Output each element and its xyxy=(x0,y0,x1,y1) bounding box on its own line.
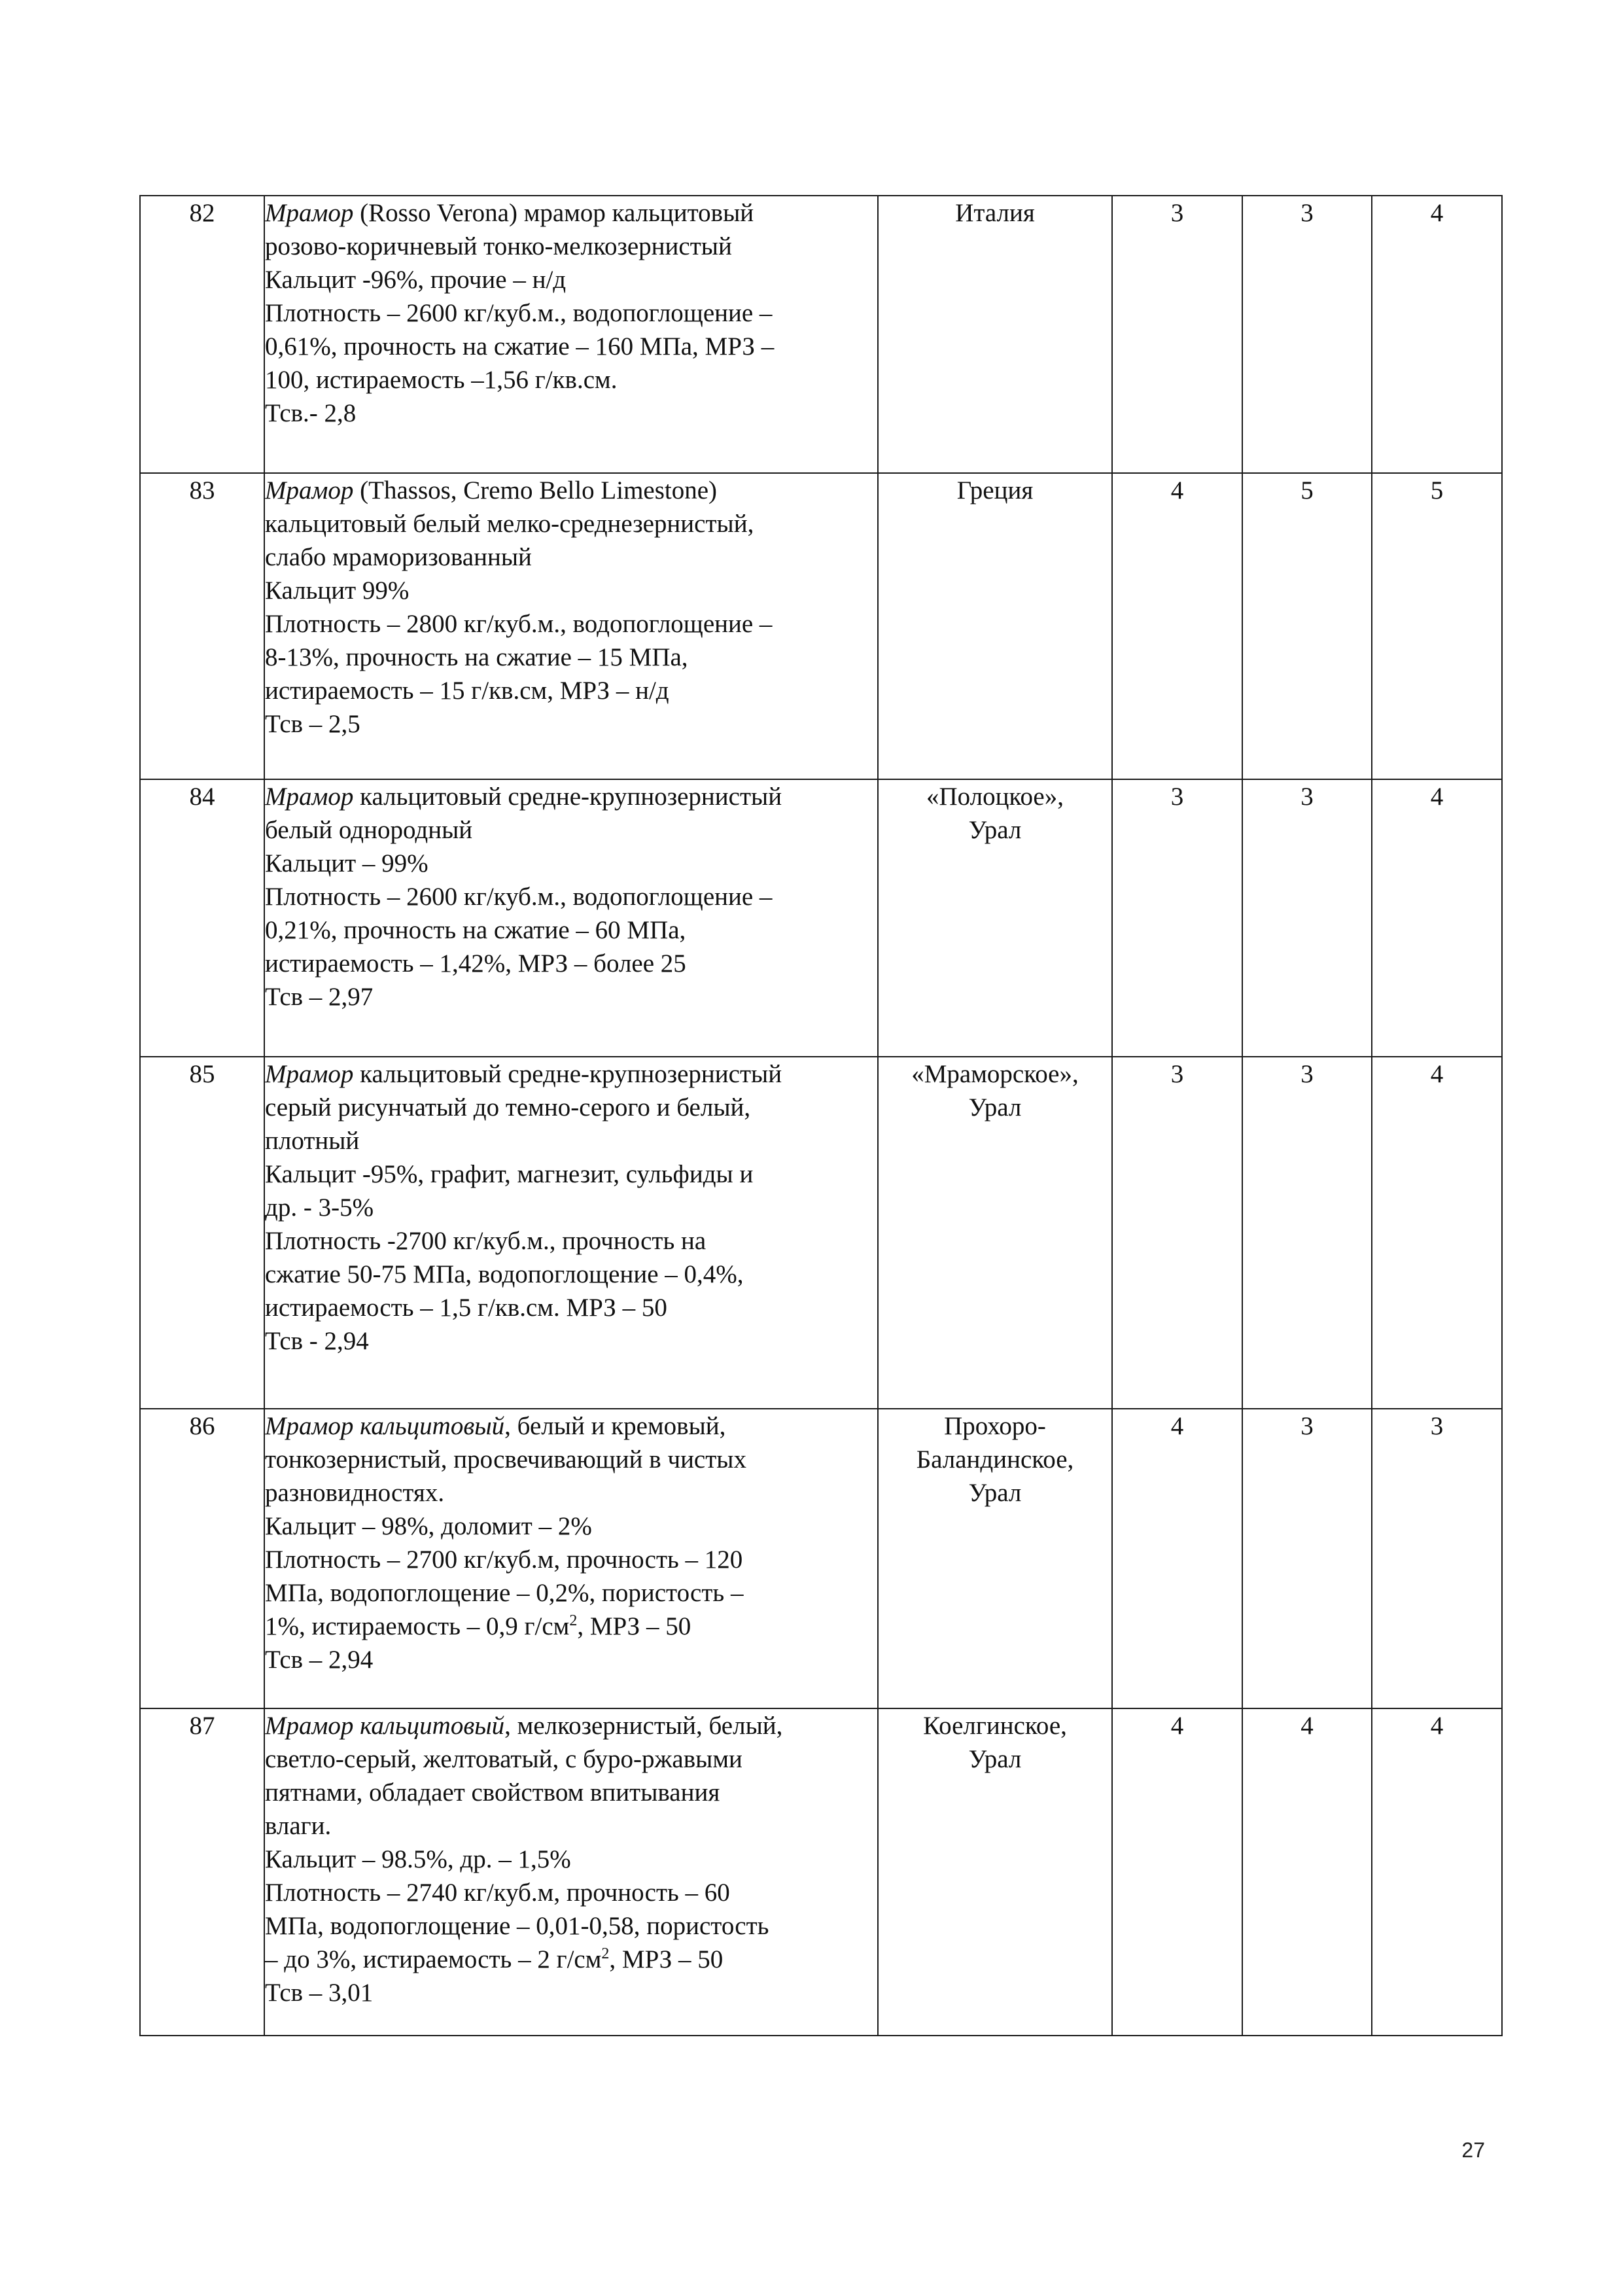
score-2: 4 xyxy=(1242,1708,1372,2036)
score-2: 3 xyxy=(1242,1409,1372,1708)
material-description: Мрамор кальцитовый средне-крупнозернистый белый однородный Кальцит – 99% Плотность – 2600 кг/куб.м., водопоглощение – 0,21%, прочность на сжатие – 60 МПа, истираемость – 1,42%, МРЗ – более 25 Тсв – 2,97 xyxy=(264,779,878,1057)
score-2: 3 xyxy=(1242,1057,1372,1409)
score-1: 3 xyxy=(1112,196,1242,473)
row-number: 87 xyxy=(140,1708,264,2036)
row-number: 85 xyxy=(140,1057,264,1409)
material-description: Мрамор (Thassos, Cremo Bello Limestone) кальцитовый белый мелко-среднезернистый, слабо мраморизованный Кальцит 99% Плотность – 2800 кг/куб.м., водопоглощение – 8-13%, прочность на сжатие – 15 МПа, истираемость – 15 г/кв.см, МРЗ – н/д Тсв – 2,5 xyxy=(264,473,878,779)
row-number: 82 xyxy=(140,196,264,473)
table-row xyxy=(140,779,1502,1057)
material-description: Мрамор (Rosso Verona) мрамор кальцитовый розово-коричневый тонко-мелкозернистый Кальцит -96%, прочие – н/д Плотность – 2600 кг/куб.м., водопоглощение – 0,61%, прочность на сжатие – 160 МПа, МРЗ – 100, истираемость –1,56 г/кв.см. Тсв.- 2,8 xyxy=(264,196,878,473)
material-name: Мрамор xyxy=(265,1060,354,1088)
score-1: 4 xyxy=(1112,473,1242,779)
score-1: 3 xyxy=(1112,779,1242,1057)
row-number: 84 xyxy=(140,779,264,1057)
page-number: 27 xyxy=(1461,2138,1485,2162)
material-name: Мрамор xyxy=(265,199,354,227)
table-row xyxy=(140,1409,1502,1708)
material-description: Мрамор кальцитовый средне-крупнозернистый серый рисунчатый до темно-серого и белый, плотный Кальцит -95%, графит, магнезит, сульфиды и др. - 3-5% Плотность -2700 кг/куб.м., прочность на сжатие 50-75 МПа, водопоглощение – 0,4%, истираемость – 1,5 г/кв.см. МРЗ – 50 Тсв - 2,94 xyxy=(264,1057,878,1409)
material-name: Мрамор xyxy=(265,476,354,504)
material-description: Мрамор кальцитовый, белый и кремовый, тонкозернистый, просвечивающий в чистых разновидностях. Кальцит – 98%, доломит – 2% Плотность – 2700 кг/куб.м, прочность – 120 МПа, водопоглощение – 0,2%, пористость – 1%, истираемость – 0,9 $г/см^2$, МРЗ – 50 Тсв – 2,94 xyxy=(264,1409,878,1708)
origin-location: Коелгинское, Урал xyxy=(878,1708,1112,2036)
origin-location: Прохоро- Баландинское, Урал xyxy=(878,1409,1112,1708)
table-row xyxy=(140,473,1502,779)
row-number: 86 xyxy=(140,1409,264,1708)
table-row xyxy=(140,1708,1502,2036)
origin-location: Греция xyxy=(878,473,1112,779)
row-number: 83 xyxy=(140,473,264,779)
origin-location: «Мраморское», Урал xyxy=(878,1057,1112,1409)
origin-location: Италия xyxy=(878,196,1112,473)
material-name: Мрамор кальцитовый xyxy=(265,1412,505,1440)
score-1: 3 xyxy=(1112,1057,1242,1409)
score-1: 4 xyxy=(1112,1409,1242,1708)
score-1: 4 xyxy=(1112,1708,1242,2036)
origin-location: «Полоцкое», Урал xyxy=(878,779,1112,1057)
score-3: 4 xyxy=(1372,1708,1502,2036)
score-2: 3 xyxy=(1242,196,1372,473)
score-3: 4 xyxy=(1372,1057,1502,1409)
score-3: 4 xyxy=(1372,196,1502,473)
table-row xyxy=(140,1057,1502,1409)
material-name: Мрамор xyxy=(265,783,354,811)
material-description: Мрамор кальцитовый, мелкозернистый, белый, светло-серый, желтоватый, с буро-ржавыми пятнами, обладает свойством впитывания влаги. Кальцит – 98.5%, др. – 1,5% Плотность – 2740 кг/куб.м, прочность – 60 МПа, водопоглощение – 0,01-0,58, пористость – до 3%, истираемость – 2 $г/см^2$, МРЗ – 50 Тсв – 3,01 xyxy=(264,1708,878,2036)
material-name: Мрамор кальцитовый xyxy=(265,1712,505,1740)
score-2: 3 xyxy=(1242,779,1372,1057)
score-3: 4 xyxy=(1372,779,1502,1057)
score-2: 5 xyxy=(1242,473,1372,779)
stone-materials-table xyxy=(139,195,1503,2036)
score-3: 3 xyxy=(1372,1409,1502,1708)
table-row xyxy=(140,196,1502,473)
score-3: 5 xyxy=(1372,473,1502,779)
